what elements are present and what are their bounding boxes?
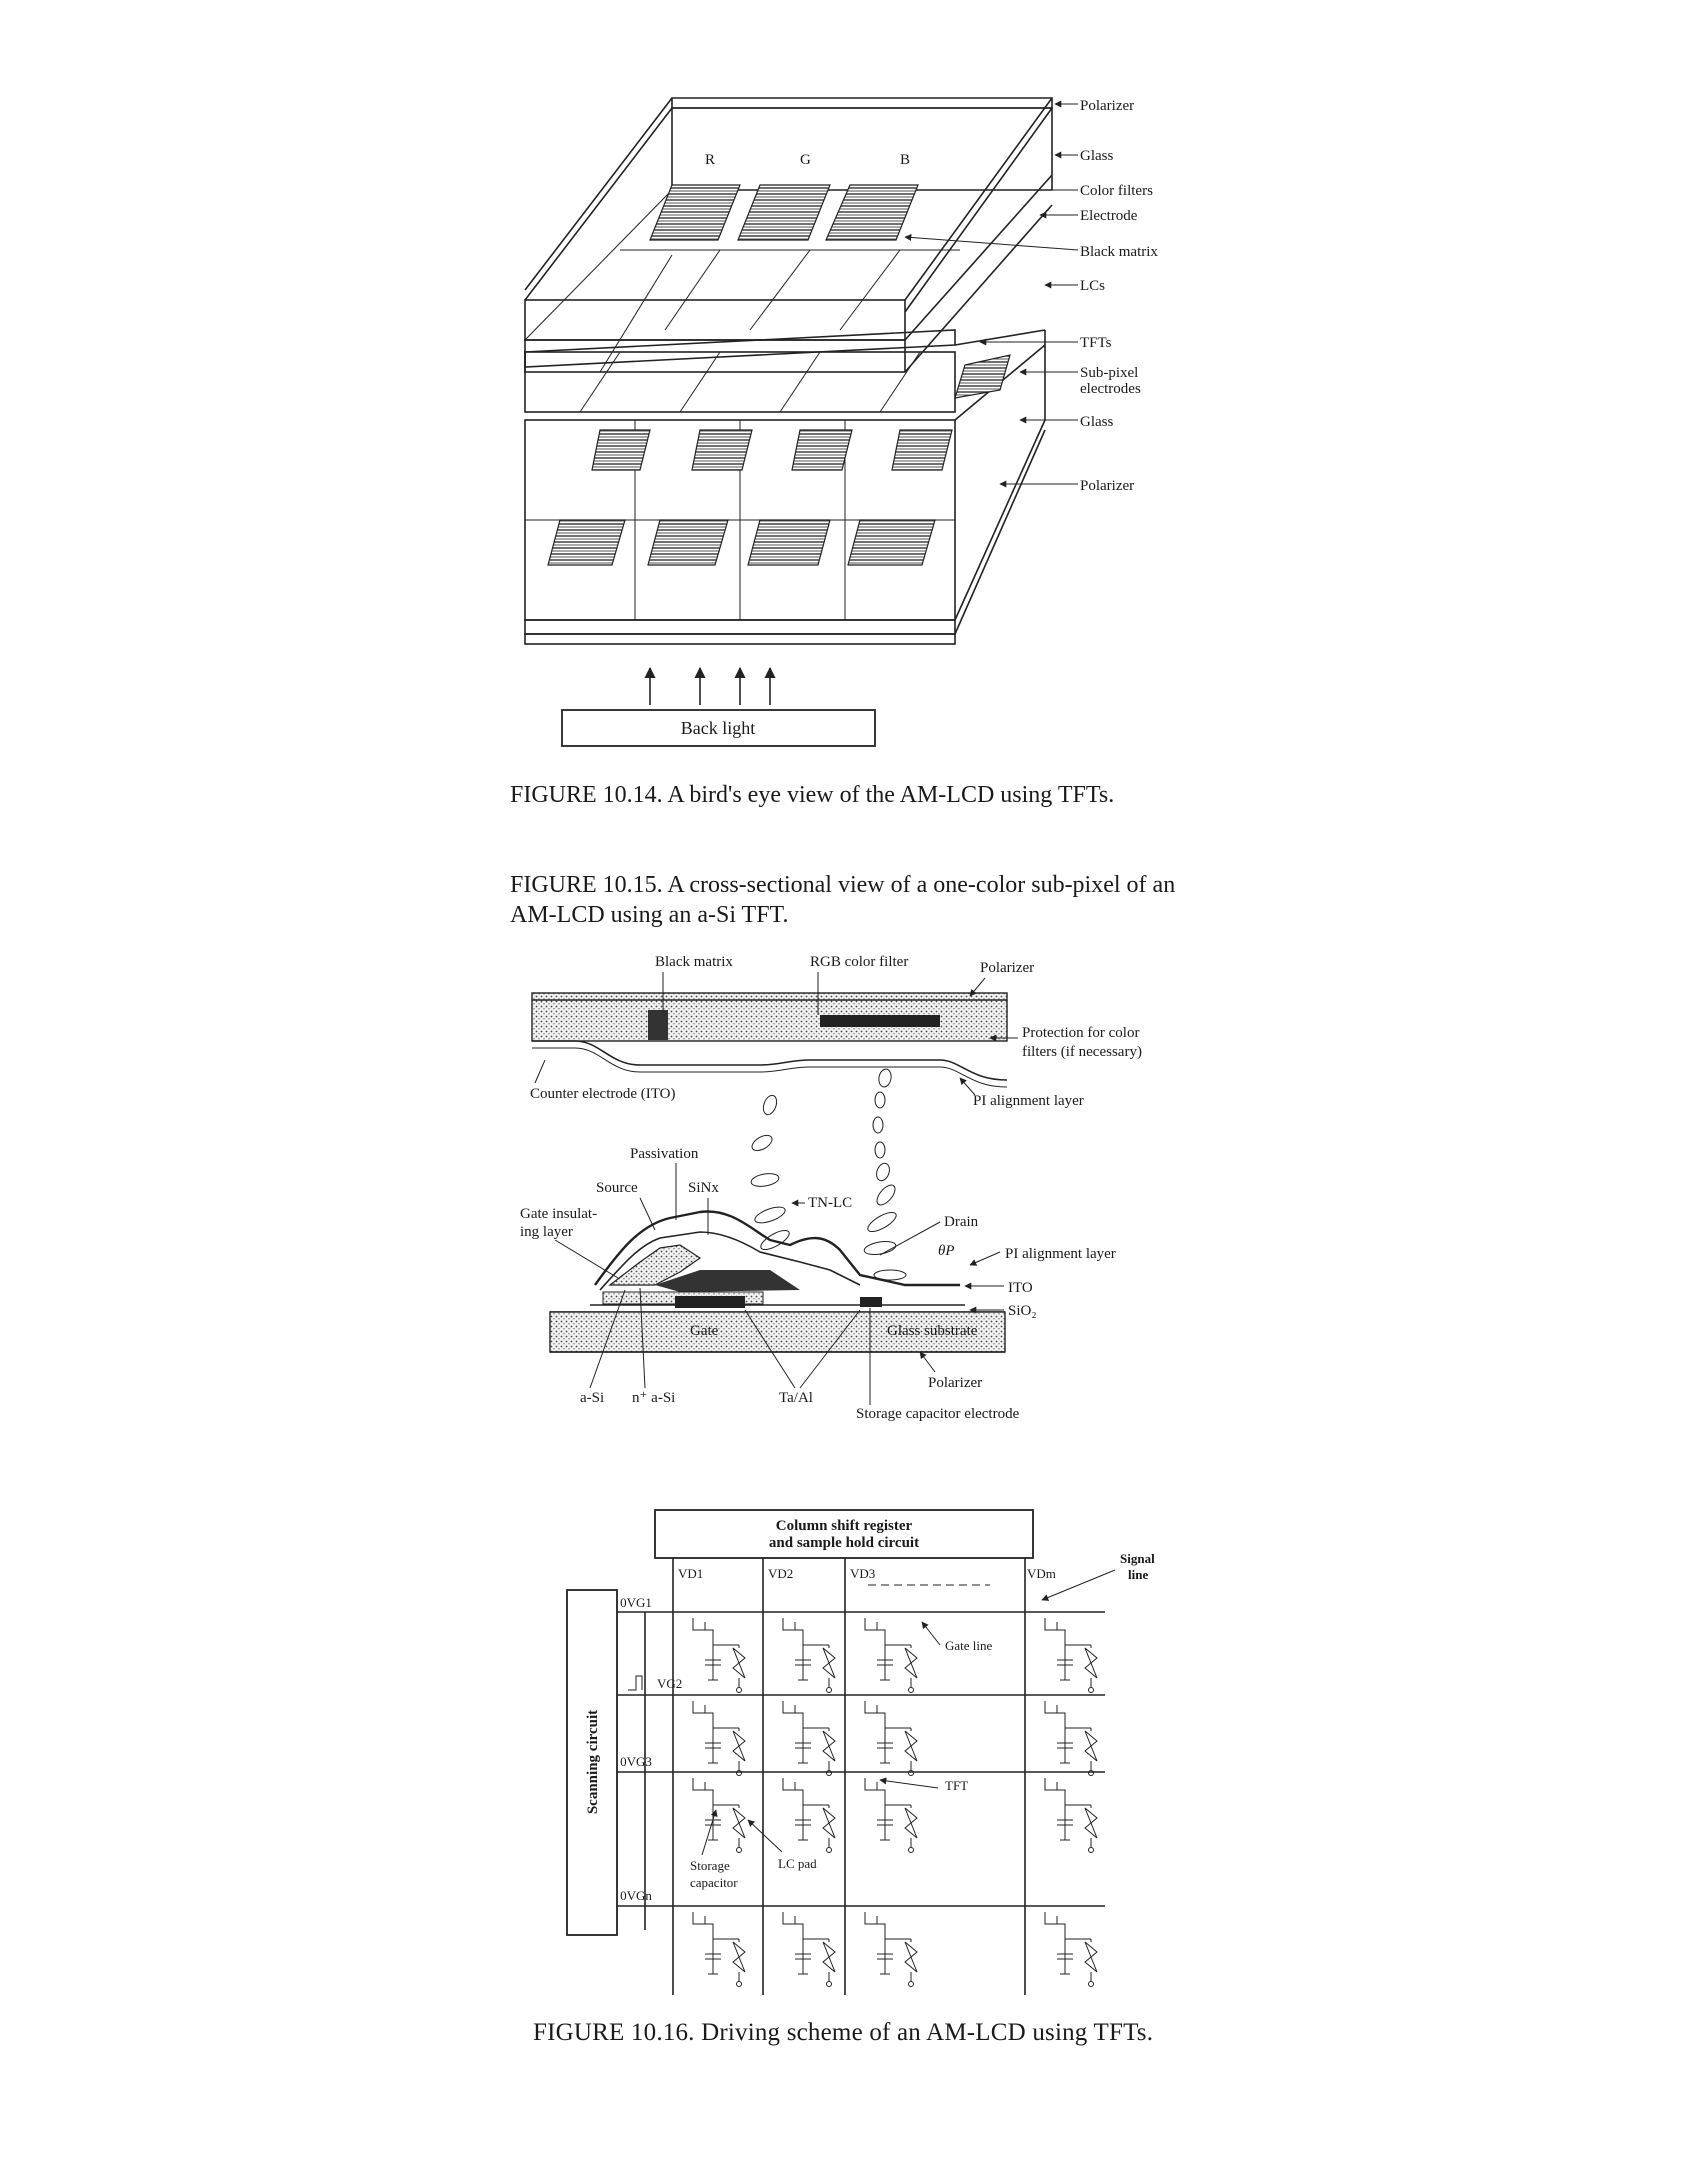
figure-10-14 [525, 98, 1158, 746]
column-label-vdm: VDm [1027, 1566, 1056, 1581]
caption-figure-10-15: FIGURE 10.15. A cross-sectional view of a one-color sub-pixel of an AM-LCD using an a-Si TFT. [510, 872, 1176, 928]
label-glass-top: Glass [1080, 148, 1114, 164]
signal-lines [673, 1558, 1025, 1995]
label-sio2: SiO₂ [1008, 1303, 1037, 1319]
label-glass-bottom: Glass [1080, 414, 1114, 430]
signal-line-label-1: Signal [1120, 1551, 1155, 1566]
label-pi-alignment-top: PI alignment layer [973, 1093, 1084, 1109]
label-sub-pixel: Sub-pixel [1080, 365, 1139, 381]
tft-cell [1045, 1778, 1097, 1853]
label-a-si: a-Si [580, 1390, 605, 1406]
column-label-vd2: VD2 [768, 1566, 794, 1581]
sub-pixel-electrodes [548, 355, 1010, 565]
tft-cell [693, 1618, 745, 1693]
label-gate-insulating-1: Gate insulat- [520, 1206, 598, 1222]
label-black-matrix: Black matrix [655, 954, 733, 970]
caption-figure-10-14: FIGURE 10.14. A bird's eye view of the AM-LCD using TFTs. [510, 782, 1115, 808]
tft-cell [783, 1618, 835, 1693]
tft-structure [550, 1211, 1005, 1312]
label-gate: Gate [690, 1323, 719, 1339]
row-label-vg2: VG2 [657, 1676, 683, 1691]
column-label-vd1: VD1 [678, 1566, 704, 1581]
tft-cell [865, 1778, 917, 1853]
channel-label-r: R [705, 152, 716, 168]
gate-line-label: Gate line [945, 1638, 993, 1653]
label-black-matrix: Black matrix [1080, 244, 1158, 260]
label-pi-alignment-bottom: PI alignment layer [1005, 1246, 1116, 1262]
header-line-2: and sample hold circuit [768, 1535, 920, 1551]
tft-cell [865, 1618, 917, 1693]
label-polarizer-bottom: Polarizer [928, 1375, 983, 1391]
label-drain: Drain [944, 1214, 979, 1230]
label-color-filters: Color filters [1080, 183, 1153, 199]
label-glass-substrate: Glass substrate [887, 1323, 978, 1339]
label-electrode: Electrode [1080, 208, 1138, 224]
label-polarizer-top: Polarizer [1080, 98, 1135, 114]
caption-figure-10-16: FIGURE 10.16. Driving scheme of an AM-LCD using TFTs. [533, 2019, 1154, 2046]
tft-cell [1045, 1618, 1097, 1693]
storage-capacitor-label-1: Storage [690, 1858, 730, 1873]
label-ta-al: Ta/Al [779, 1390, 813, 1406]
tft-cells [693, 1618, 1097, 1987]
label-passivation: Passivation [630, 1146, 699, 1162]
row-label-vgn: 0VGn [620, 1888, 652, 1903]
label-tfts: TFTs [1080, 335, 1112, 351]
label-ito: ITO [1008, 1280, 1033, 1296]
channel-label-g: G [800, 152, 811, 168]
label-electrodes: electrodes [1080, 381, 1141, 397]
label-sinx: SiNx [688, 1180, 719, 1196]
column-label-vd3: VD3 [850, 1566, 876, 1581]
label-rgb-color-filter: RGB color filter [810, 954, 909, 970]
lc-molecules [749, 1068, 906, 1280]
tft-cell [693, 1778, 745, 1853]
lc-pad-label: LC pad [778, 1856, 817, 1871]
label-gate-insulating-2: ing layer [520, 1224, 573, 1240]
label-protection-1: Protection for color [1022, 1025, 1140, 1041]
tft-cell [693, 1912, 745, 1987]
row-label-vg1: 0VG1 [620, 1595, 652, 1610]
label-counter-electrode: Counter electrode (ITO) [530, 1086, 676, 1102]
tft-cell [865, 1701, 917, 1776]
tft-cell [783, 1701, 835, 1776]
label-n-plus-a-si: n⁺ a-Si [632, 1390, 676, 1406]
signal-line-label-2: line [1128, 1567, 1149, 1582]
channel-label-b: B [900, 152, 911, 168]
tft-cell [783, 1778, 835, 1853]
label-protection-2: filters (if necessary) [1022, 1044, 1142, 1060]
figure-10-16 [567, 1510, 1155, 1995]
tft-cell [865, 1912, 917, 1987]
storage-capacitor-label-2: capacitor [690, 1875, 738, 1890]
tft-cell [693, 1701, 745, 1776]
tft-cell [783, 1912, 835, 1987]
header-line-1: Column shift register [775, 1518, 913, 1534]
rgb-labels [705, 152, 910, 168]
row-label-vg3: 0VG3 [620, 1754, 652, 1769]
label-polarizer-bottom: Polarizer [1080, 478, 1135, 494]
backlight-arrows [650, 668, 770, 705]
tft-label: TFT [945, 1778, 969, 1793]
tft-cell [1045, 1701, 1097, 1776]
figure-10-15 [520, 954, 1142, 1422]
scanning-circuit-label: Scanning circuit [585, 1709, 601, 1815]
label-tn-lc: TN-LC [808, 1195, 853, 1211]
tft-cell [1045, 1912, 1097, 1987]
label-polarizer-top: Polarizer [980, 960, 1035, 976]
label-source: Source [596, 1180, 638, 1196]
label-lcs: LCs [1080, 278, 1106, 294]
label-theta-p: θP [938, 1243, 955, 1259]
label-storage-capacitor-electrode: Storage capacitor electrode [856, 1406, 1020, 1422]
backlight-label: Back light [680, 718, 756, 738]
